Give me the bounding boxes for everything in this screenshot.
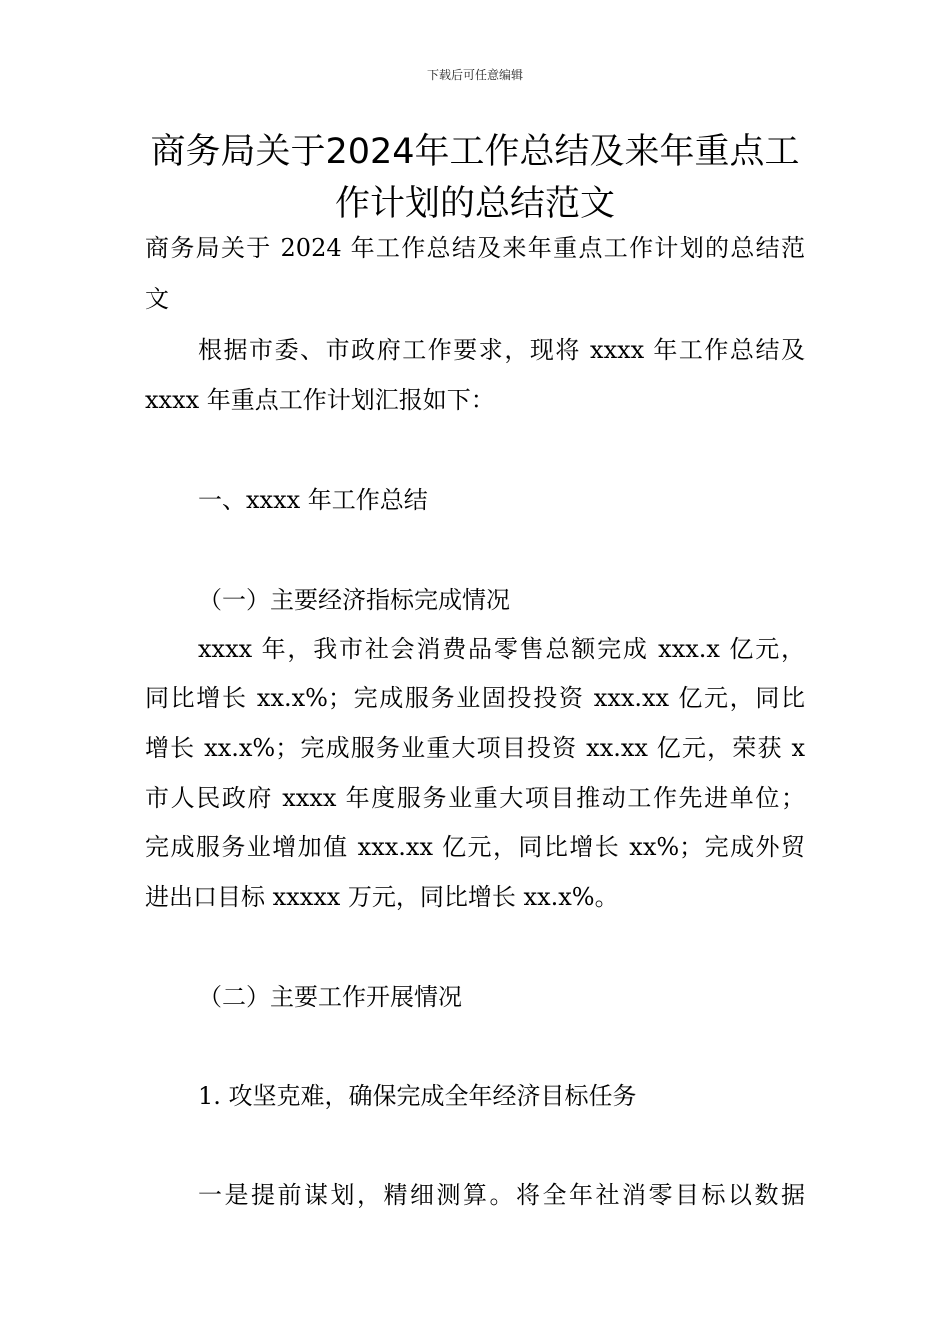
subsection-heading-2: （二）主要工作开展情况 [198,983,462,1011]
paragraph-1-line-5: 完成服务业增加值 xxx.xx 亿元，同比增长 xx%；完成外贸 [145,833,805,861]
section-heading-1: 一、xxxx 年工作总结 [198,486,428,514]
document-title [120,126,830,230]
list-item-1: 1. 攻坚克难，确保完成全年经济目标任务 [198,1082,637,1110]
paragraph-1-line-2: 同比增长 xx.x%；完成服务业固投投资 xxx.xx 亿元，同比 [145,684,805,712]
subtitle-line-2: 文 [145,285,169,313]
subtitle-line-1: 商务局关于 2024 年工作总结及来年重点工作计划的总结范 [145,234,805,262]
paragraph-1-line-4: 市人民政府 xxxx 年度服务业重大项目推动工作先进单位； [145,784,805,812]
title-line-1: 商务局关于2024年工作总结及来年重点工 [150,132,800,172]
paragraph-2-line-1: 一是提前谋划，精细测算。将全年社消零目标以数据 [198,1181,805,1209]
intro-line-2: xxxx 年重点工作计划汇报如下： [145,386,495,414]
title-line-2: 作计划的总结范文 [334,184,615,224]
intro-line-1: 根据市委、市政府工作要求，现将 xxxx 年工作总结及 [198,336,805,364]
paragraph-1-line-1: xxxx 年，我市社会消费品零售总额完成 xxx.x 亿元， [198,635,805,663]
paragraph-1-line-3: 增长 xx.x%；完成服务业重大项目投资 xx.xx 亿元，荣获 x [145,734,805,762]
paragraph-1-line-6: 进出口目标 xxxxx 万元，同比增长 xx.x%。 [145,883,619,911]
header-note: 下载后可任意编辑 [426,68,523,82]
subsection-heading-1: （一）主要经济指标完成情况 [198,586,510,614]
